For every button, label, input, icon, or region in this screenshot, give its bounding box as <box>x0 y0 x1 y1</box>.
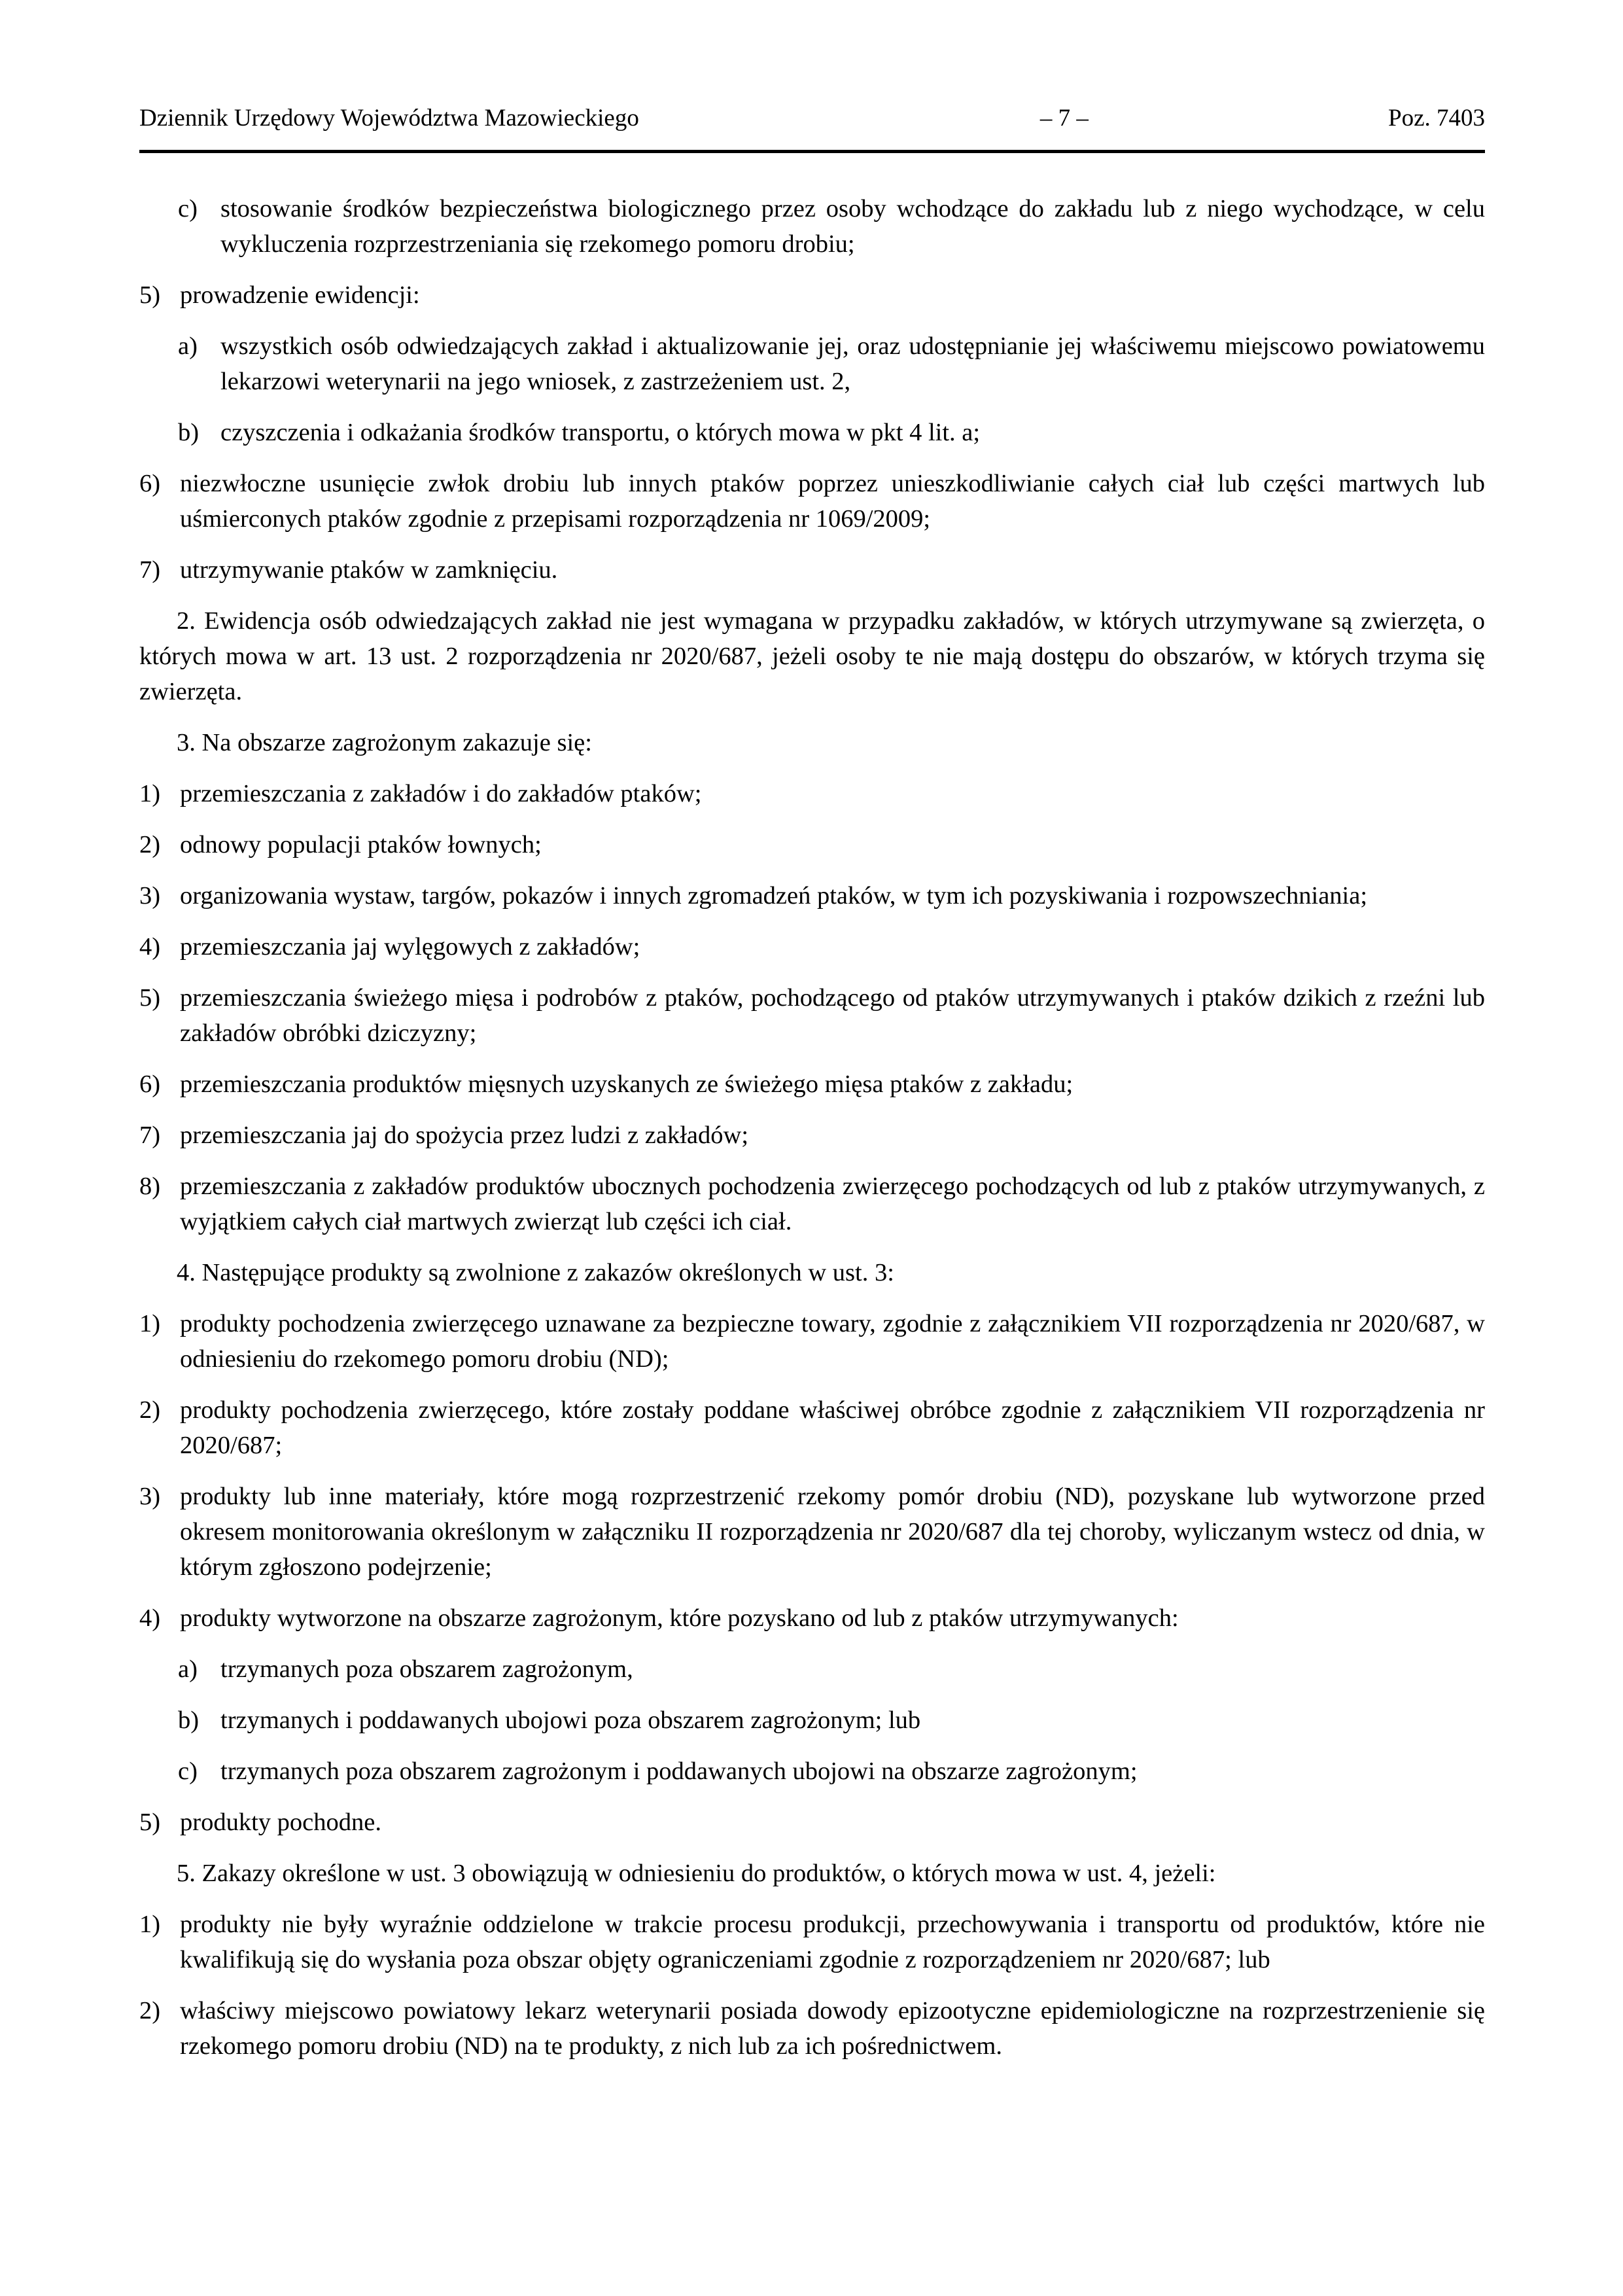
list-item-text: przemieszczania jaj do spożycia przez ludzi z zakładów; <box>180 1122 749 1149</box>
list-marker: b) <box>178 1706 200 1734</box>
list-marker: 2) <box>139 1396 161 1424</box>
numbered-paragraph: 3. Na obszarze zagrożonym zakazuje się: <box>177 729 592 756</box>
list-item-text: organizowania wystaw, targów, pokazów i innych zgromadzeń ptaków, w tym ich pozyskiwania i rozpowszechniania; <box>180 882 1368 910</box>
list-item-text: utrzymywanie ptaków w zamknięciu. <box>180 556 558 584</box>
list-marker: 2) <box>139 1997 161 2024</box>
numbered-list-item <box>139 1907 1485 1977</box>
list-item-text: produkty nie były wyraźnie oddzielone w trakcie procesu produkcji, przechowywania i transportu od produktów, które nie kwalifikują się do wysłania poza obszar objęty ograniczeniami zgodnie z rozporządzeniem nr 2020/687; lub <box>180 1911 1485 1973</box>
list-marker: 6) <box>139 1070 161 1098</box>
lettered-sub-item <box>139 1754 1485 1789</box>
lettered-sub-item <box>139 1651 1485 1687</box>
document-body <box>139 191 1485 2079</box>
numbered-list-item <box>139 1067 1485 1102</box>
header-divider <box>139 150 1485 153</box>
numbered-list-item <box>139 1479 1485 1585</box>
numbered-paragraph: 5. Zakazy określone w ust. 3 obowiązują w odniesieniu do produktów, o których mowa w ust. 4, jeżeli: <box>177 1860 1216 1887</box>
list-marker: c) <box>178 195 198 222</box>
list-marker: 1) <box>139 1310 161 1337</box>
list-item-text: prowadzenie ewidencji: <box>180 281 420 309</box>
publication-title: Dziennik Urzędowy Województwa Mazowieckiego <box>139 105 639 132</box>
list-item-text: produkty pochodzenia zwierzęcego, które zostały poddane właściwej obróbce zgodnie z załącznikiem VII rozporządzenia nr 2020/687; <box>180 1396 1485 1459</box>
list-item-text: przemieszczania świeżego mięsa i podrobów z ptaków, pochodzącego od ptaków utrzymywanych i ptaków dzikich z rzeźni lub zakładów obróbki dziczyzny; <box>180 984 1485 1047</box>
list-marker: 7) <box>139 1122 161 1149</box>
numbered-list-item <box>139 1993 1485 2064</box>
lettered-sub-item <box>139 1703 1485 1738</box>
lettered-sub-item <box>139 415 1485 450</box>
list-item-text: właściwy miejscowo powiatowy lekarz weterynarii posiada dowody epizootyczne epidemiologiczne na rozprzestrzenienie się rzekomego pomoru drobiu (ND) na te produkty, z nich lub za ich pośrednictwem. <box>180 1997 1485 2060</box>
list-marker: 6) <box>139 470 161 497</box>
list-item-text: stosowanie środków bezpieczeństwa biologicznego przez osoby wchodzące do zakładu lub z niego wychodzące, w celu wykluczenia rozprzestrzeniania się rzekomego pomoru drobiu; <box>220 195 1485 258</box>
list-marker: c) <box>178 1757 198 1785</box>
numbered-list-item <box>139 552 1485 588</box>
numbered-list-item <box>139 1118 1485 1153</box>
list-item-text: przemieszczania jaj wylęgowych z zakładów; <box>180 933 640 961</box>
list-item-text: trzymanych poza obszarem zagrożonym, <box>220 1655 633 1683</box>
list-item-text: wszystkich osób odwiedzających zakład i aktualizowanie jej, oraz udostępnianie jej właściwemu miejscowo powiatowemu lekarzowi weterynarii na jego wniosek, z zastrzeżeniem ust. 2, <box>220 332 1485 395</box>
list-marker: a) <box>178 1655 198 1683</box>
numbered-list-item <box>139 776 1485 811</box>
numbered-list-item <box>139 1805 1485 1840</box>
numbered-list-item <box>139 466 1485 537</box>
list-item-text: przemieszczania z zakładów i do zakładów ptaków; <box>180 780 702 807</box>
numbered-list-item <box>139 980 1485 1051</box>
numbered-paragraph: 2. Ewidencja osób odwiedzających zakład nie jest wymagana w przypadku zakładów, w których utrzymywane są zwierzęta, o których mowa w art. 13 ust. 2 rozporządzenia nr 2020/687, jeżeli osoby te nie mają dostępu do obszarów, w których trzyma się zwierzęta. <box>139 607 1485 705</box>
list-marker: a) <box>178 332 198 360</box>
list-item-text: czyszczenia i odkażania środków transportu, o których mowa w pkt 4 lit. a; <box>220 419 981 446</box>
page-number: – 7 – <box>1039 105 1089 132</box>
numbered-list-item <box>139 1600 1485 1636</box>
numbered-paragraph: 4. Następujące produkty są zwolnione z zakazów określonych w ust. 3: <box>177 1259 894 1286</box>
list-item-text: niezwłoczne usunięcie zwłok drobiu lub innych ptaków poprzez unieszkodliwianie całych ciał lub części martwych lub uśmierconych ptaków zgodnie z przepisami rozporządzenia nr 1069/2009; <box>180 470 1485 533</box>
numbered-list-item <box>139 1392 1485 1463</box>
list-marker: 5) <box>139 281 161 309</box>
list-item-text: produkty wytworzone na obszarze zagrożonym, które pozyskano od lub z ptaków utrzymywanych: <box>180 1604 1179 1632</box>
numbered-list-item <box>139 1169 1485 1239</box>
numbered-list-item <box>139 1306 1485 1377</box>
page-header <box>139 103 1485 150</box>
lettered-sub-item <box>139 328 1485 399</box>
list-item-text: produkty lub inne materiały, które mogą rozprzestrzenić rzekomy pomór drobiu (ND), pozyskane lub wytworzone przed okresem monitorowania określonym w załączniku II rozporządzenia nr 2020/687 dla tej choroby, wyliczanym wstecz od dnia, w którym zgłoszono podejrzenie; <box>180 1483 1485 1581</box>
list-item-text: przemieszczania produktów mięsnych uzyskanych ze świeżego mięsa ptaków z zakładu; <box>180 1070 1073 1098</box>
lettered-sub-item <box>139 191 1485 262</box>
list-marker: 4) <box>139 1604 161 1632</box>
list-item-text: przemieszczania z zakładów produktów ubocznych pochodzenia zwierzęcego pochodzących od lub z ptaków utrzymywanych, z wyjątkiem całych ciał martwych zwierząt lub części ich ciał. <box>180 1173 1485 1235</box>
list-marker: 1) <box>139 1911 161 1938</box>
numbered-list-item <box>139 929 1485 964</box>
list-item-text: trzymanych poza obszarem zagrożonym i poddawanych ubojowi na obszarze zagrożonym; <box>220 1757 1138 1785</box>
numbered-list-item <box>139 827 1485 862</box>
numbered-list-item <box>139 277 1485 313</box>
list-item-text: produkty pochodzenia zwierzęcego uznawane za bezpieczne towary, zgodnie z załącznikiem VII rozporządzenia nr 2020/687, w odniesieniu do rzekomego pomoru drobiu (ND); <box>180 1310 1485 1373</box>
position-reference: Poz. 7403 <box>1388 105 1485 132</box>
list-marker: 1) <box>139 780 161 807</box>
list-marker: 4) <box>139 933 161 961</box>
list-marker: 5) <box>139 984 161 1012</box>
list-marker: 8) <box>139 1173 161 1200</box>
list-item-text: trzymanych i poddawanych ubojowi poza obszarem zagrożonym; lub <box>220 1706 921 1734</box>
list-item-text: produkty pochodne. <box>180 1809 381 1836</box>
list-marker: 7) <box>139 556 161 584</box>
list-marker: 2) <box>139 831 161 858</box>
list-marker: 5) <box>139 1809 161 1836</box>
numbered-list-item <box>139 878 1485 913</box>
list-marker: 3) <box>139 1483 161 1510</box>
list-marker: 3) <box>139 882 161 910</box>
list-item-text: odnowy populacji ptaków łownych; <box>180 831 542 858</box>
list-marker: b) <box>178 419 200 446</box>
